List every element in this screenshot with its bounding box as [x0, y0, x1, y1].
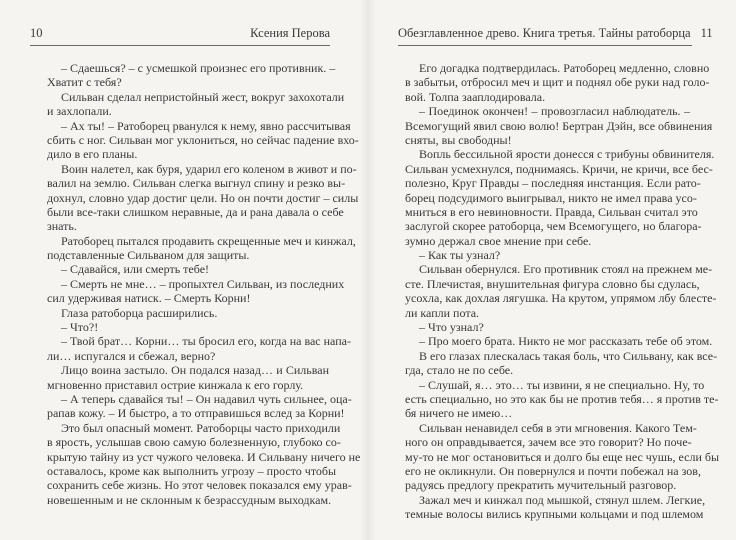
text-line: гда, стало не по себе.	[405, 363, 514, 378]
text-line: Это был опасный момент. Ратоборцы часто приходили	[61, 420, 341, 435]
text-line: Сильван сделал непристойный жест, вокруг захохотали	[61, 89, 345, 104]
text-line: Всемогущий явил свою волю! Бертран Дэйн, все обвинения	[405, 118, 713, 133]
page-header	[30, 26, 330, 41]
text-line: оставалось, кроме как выполнить угрозу – просто чтобы	[47, 463, 337, 478]
text-line: Сильван ненавидел себя в эти мгновения. Какого Тем-	[419, 420, 697, 435]
body-text	[405, 61, 720, 522]
text-line: сбить с ног. Сильван мог уклониться, но сейчас падение вхо-	[47, 132, 359, 147]
text-line: Сильван усмехнулся, поднимаясь. Кричи, не кричи, все бес-	[405, 161, 713, 176]
text-line: Его догадка подтвердилась. Ратоборец медленно, словно	[419, 61, 710, 75]
text-line: Вопль бессильной ярости донесся с трибуны обвинителя.	[419, 147, 715, 162]
text-line: знать.	[47, 219, 77, 234]
right-page	[368, 0, 736, 540]
text-line: полезно, Круг Правды – последняя инстанция. Если рато-	[405, 176, 701, 191]
text-line: крытую тайну из уст чужого человека. И Сильвану ничего не	[47, 449, 361, 464]
text-line: му-то не мог остановиться и долго бы еще нес чушь, если бы	[405, 449, 720, 464]
text-line: Глаза ратоборца расширились.	[61, 305, 218, 320]
text-line: борец подсудимого выигрывал, никто не имел права усо-	[405, 190, 697, 205]
text-line: – Как ты узнал?	[419, 248, 501, 263]
text-line: Воин налетел, как буря, ударил его коленом в живот и по-	[61, 161, 357, 176]
header-rule	[398, 45, 692, 46]
text-line: Сильван обернулся. Его противник стоял на прежнем ме-	[419, 262, 713, 277]
page-number: 11	[700, 26, 713, 40]
text-line: – Твой брат… Корни… ты бросил его, когда на вас напа-	[61, 334, 351, 349]
running-head-title: Обезглавленное древо. Книга третья. Тайны ратоборца	[398, 26, 691, 40]
body-text	[47, 61, 361, 507]
text-line: ного он оправдывается, зачем все это говорит? Но поче-	[405, 435, 692, 450]
text-line: в ярость, услышав свою самую болезненную, глубоко со-	[47, 435, 341, 450]
page-number: 10	[30, 26, 43, 40]
text-line: – А теперь сдавайся ты! – Он надавил чуть сильнее, оца-	[61, 391, 352, 406]
text-line: заслугой скорее ратоборца, чем Всемогущего, но благора-	[405, 219, 702, 234]
text-line: сте. Плечистая, внушительная фигура словно бы сдулась,	[405, 276, 700, 291]
text-line: есть специально, но это как бы не против тебя… я против те-	[405, 391, 719, 406]
text-line: его не окликнули. Он повернулся и почти побежал на зов,	[405, 463, 701, 478]
text-line: дохнул, словно удар достиг цели. Но он почти достиг – силы	[47, 190, 359, 205]
text-line: зумно держал свое мнение при себе.	[405, 233, 592, 248]
text-line: В его глазах плескалась такая боль, что Сильвану, как все-	[419, 348, 718, 363]
text-line: – Про моего брата. Никто не мог рассказать тебе об этом.	[419, 334, 713, 349]
text-line: – Смерть не мне… – пропыхтел Сильван, из последних	[61, 276, 345, 291]
text-line: – Поединок окончен! – провозгласил наблюдатель. –	[419, 104, 690, 119]
text-line: – Ах ты! – Ратоборец рванулся к нему, явно рассчитывая	[61, 118, 351, 133]
text-line: Лицо воина застыло. Он подался назад… и Сильван	[61, 363, 329, 378]
text-line: Зажал меч и кинжал под мышкой, стянул шлем. Легкие,	[419, 492, 706, 507]
text-line: ли капли пота.	[405, 305, 480, 320]
text-line: и захлопали.	[47, 104, 112, 119]
page-header	[398, 26, 713, 41]
text-line: радуясь предлогу прекратить мучительный разговор.	[405, 478, 677, 493]
text-line: ли… испугался и сбежал, верно?	[47, 348, 216, 363]
text-line: мниться в его невиновности. Правда, Сильван считал это	[405, 204, 698, 219]
text-line: мгновенно приставил острие кинжала к его горлу.	[47, 377, 304, 392]
text-line: вой. Толпа зааплодировала.	[405, 89, 546, 104]
text-line: Хватит с тебя?	[47, 75, 122, 90]
text-line: – Что узнал?	[419, 320, 484, 335]
text-line: – Сдаешься? – с усмешкой произнес его противник. –	[61, 61, 336, 75]
text-line: – Слушай, я… это… ты извини, я не специально. Ну, то	[419, 377, 705, 392]
text-line: дило в его планы.	[47, 147, 138, 162]
text-line: валил на землю. Сильван слегка выгнул спину и резко вы-	[47, 176, 346, 191]
header-rule	[30, 45, 330, 46]
text-line: темные волосы вились крупными кольцами и под шлемом	[405, 507, 704, 522]
text-line: – Что?!	[61, 320, 99, 335]
text-line: были все-таки слишком неравные, да и рана давала о себе	[47, 204, 344, 219]
text-line: рапав кожу. – И быстро, а то отправишься вслед за Корни!	[47, 406, 345, 421]
text-line: в забытьи, отбросил меч и щит и поднял обе руки над голо-	[405, 75, 710, 90]
text-line: сняты, вы свободны!	[405, 132, 512, 147]
text-line: усохла, как дохлая лягушка. На крутом, упрямом лбу блесте-	[405, 291, 717, 306]
text-line: сохранить себе жизнь. Но этот человек показался ему урав-	[47, 478, 352, 493]
text-line: сил удерживая натиск. – Смерть Корни!	[47, 291, 251, 306]
text-line: подставленные Сильваном для защиты.	[47, 248, 250, 263]
text-line: новешенным и не склонным к безрассудным выходкам.	[47, 492, 332, 507]
text-line: бя ничего не имею…	[405, 406, 513, 421]
text-line: Ратоборец пытался продавить скрещенные меч и кинжал,	[61, 233, 356, 248]
text-line: – Сдавайся, или смерть тебе!	[61, 262, 210, 277]
running-head-author: Ксения Перова	[250, 26, 330, 40]
